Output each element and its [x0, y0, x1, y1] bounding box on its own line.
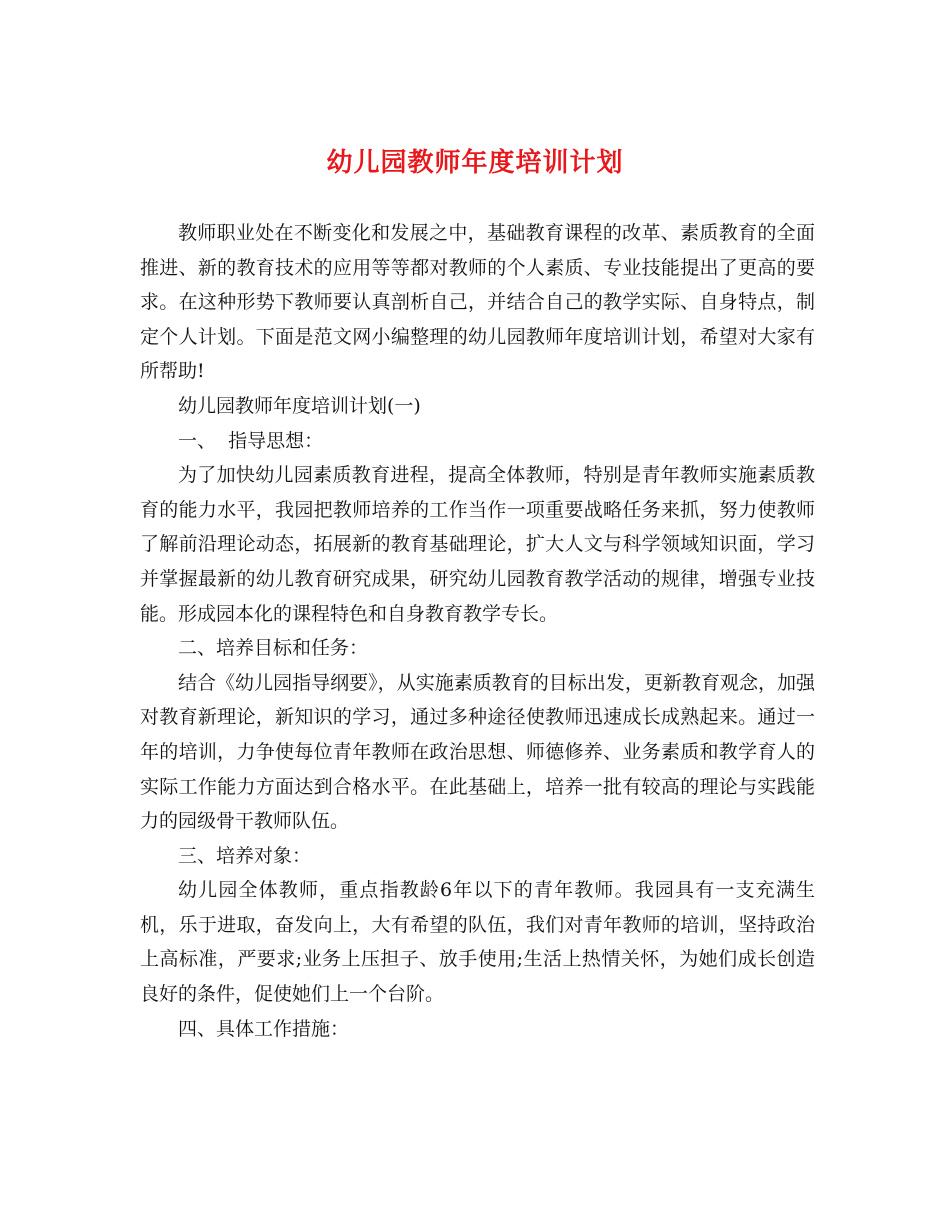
section-heading-goals: 二、培养目标和任务： — [178, 637, 369, 660]
intro-paragraph: 教师职业处在不断变化和发展之中，基础教育课程的改革、素质教育的全面推进、新的教育技术的应用等等都对教师的个人素质、专业技能提出了更高的要求。在这种形势下教师要认真剖析自己，并结合自己的教学实际、自身特点，制定个人计划。下面是范文网小编整理的幼儿园教师年度培训计划，希望对大家有所帮助! — [140, 222, 815, 383]
targets-paragraph: 幼儿园全体教师，重点指教龄6年以下的青年教师。我园具有一支充满生机，乐于进取，奋发向上，大有希望的队伍，我们对青年教师的培训，坚持政治上高标准，严要求;业务上压担子、放手使用;生活上热情关怀，为她们成长创造良好的条件，促使她们上一个台阶。 — [140, 879, 815, 1006]
document-body — [140, 216, 815, 1046]
section-heading-measures: 四、具体工作措施： — [178, 1017, 350, 1040]
goals-paragraph: 结合《幼儿园指导纲要》，从实施素质教育的目标出发，更新教育观念，加强对教育新理论，新知识的学习，通过多种途径使教师迅速成长成熟起来。通过一年的培训，力争使每位青年教师在政治思想、师德修养、业务素质和教学育人的实际工作能力方面达到合格水平。在此基础上，培养一批有较高的理论与实践能力的园级骨干教师队伍。 — [140, 671, 815, 833]
document-title: 幼儿园教师年度培训计划 — [326, 148, 624, 178]
section-heading-targets: 三、培养对象： — [178, 844, 312, 867]
section-heading-guiding-ideology: 一、 指导思想： — [178, 429, 324, 452]
plan-subtitle: 幼儿园教师年度培训计划(一) — [178, 394, 421, 417]
guiding-ideology-paragraph: 为了加快幼儿园素质教育进程，提高全体教师，特别是青年教师实施素质教育的能力水平，我园把教师培养的工作当作一项重要战略任务来抓，努力使教师了解前沿理论动态，拓展新的教育基础理论，扩大人文与科学领域知识面，学习并掌握最新的幼儿教育研究成果，研究幼儿园教育教学活动的规律，增强专业技能。形成园本化的课程特色和自身教育教学专长。 — [140, 464, 815, 625]
